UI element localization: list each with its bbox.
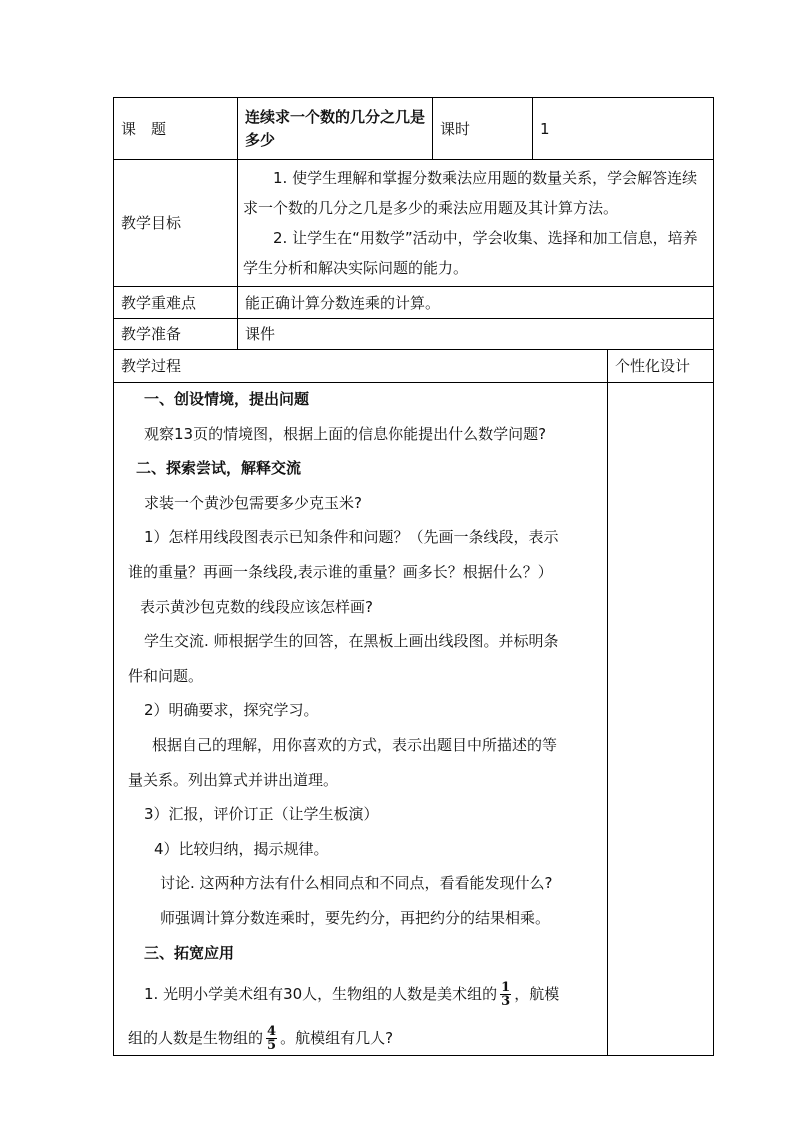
process-line: 4）比较归纳，揭示规律。 — [154, 839, 329, 858]
process-content — [114, 383, 608, 1056]
topic-row — [114, 98, 714, 160]
section-heading-1: 一、创设情境，提出问题 — [144, 390, 310, 408]
process-line: 观察13页的情境图，根据上面的信息你能提出什么数学问题? — [144, 424, 547, 443]
objectives-content — [238, 160, 714, 287]
fraction-one-third — [500, 981, 511, 1008]
process-line: 表示黄沙包克数的线段应该怎样画? — [140, 597, 373, 616]
preparation-label: 教学准备 — [114, 319, 238, 350]
process-line: 1）怎样用线段图表示已知条件和问题？（先画一条线段，表示 — [144, 528, 559, 547]
key-points-row — [114, 287, 714, 319]
lesson-plan-table — [113, 97, 714, 1056]
process-line: 谁的重量？再画一条线段,表示谁的重量？画多长？根据什么？） — [128, 562, 553, 581]
fraction-denominator: 5 — [267, 1038, 277, 1054]
fraction-numerator: 1 — [501, 980, 511, 996]
process-line: 3）汇报，评价订正（让学生板演） — [144, 805, 379, 824]
key-points-value: 能正确计算分数连乘的计算。 — [238, 287, 714, 319]
fraction-numerator: 4 — [267, 1024, 277, 1040]
process-line — [128, 977, 599, 1011]
preparation-row — [114, 319, 714, 350]
personalized-design-label: 个性化设计 — [608, 350, 714, 383]
preparation-value: 课件 — [238, 319, 714, 350]
process-line — [128, 1021, 599, 1055]
exercise-text: ，航模 — [514, 985, 560, 1004]
process-label: 教学过程 — [114, 350, 608, 383]
process-line: 量关系。列出算式并讲出道理。 — [128, 770, 339, 789]
fraction-denominator: 3 — [501, 994, 511, 1010]
process-line: 求装一个黄沙包需要多少克玉米? — [144, 493, 362, 512]
topic-value: 连续求一个数的几分之几是多少 — [238, 98, 433, 160]
hours-label: 课时 — [433, 98, 533, 160]
hours-value: 1 — [533, 98, 714, 160]
objectives-row — [114, 160, 714, 287]
fraction-four-fifths — [266, 1025, 277, 1052]
key-points-label: 教学重难点 — [114, 287, 238, 319]
objectives-label: 教学目标 — [114, 160, 238, 287]
process-body-row — [114, 383, 714, 1056]
process-line: 师强调计算分数连乘时，要先约分，再把约分的结果相乘。 — [160, 908, 551, 927]
objective-item-1: 1. 使学生理解和掌握分数乘法应用题的数量关系，学会解答连续求一个数的几分之几是多少的乘法应用题及其计算方法。 — [243, 169, 698, 217]
objective-item-2: 2. 让学生在“用数学”活动中，学会收集、选择和加工信息，培养学生分析和解决实际问题的能力。 — [243, 229, 698, 277]
exercise-text: 组的人数是生物组的 — [128, 1029, 264, 1048]
exercise-text: 1. 光明小学美术组有30人，生物组的人数是美术组的 — [144, 985, 498, 1004]
section-heading-2: 二、探索尝试，解释交流 — [136, 459, 302, 478]
exercise-text: 。航模组有几人? — [280, 1029, 394, 1048]
process-line: 根据自己的理解，用你喜欢的方式，表示出题目中所描述的等 — [152, 735, 558, 754]
process-line: 讨论. 这两种方法有什么相同点和不同点，看看能发现什么? — [160, 874, 553, 893]
personalized-design-cell — [608, 383, 714, 1056]
process-line: 件和问题。 — [128, 666, 204, 685]
section-heading-3: 三、拓宽应用 — [144, 943, 235, 962]
lesson-plan-document — [113, 97, 713, 1056]
process-line: 学生交流. 师根据学生的回答，在黑板上画出线段图。并标明条 — [144, 632, 559, 651]
process-line: 2）明确要求，探究学习。 — [144, 701, 319, 720]
process-header-row — [114, 350, 714, 383]
topic-label: 课 题 — [114, 98, 238, 160]
